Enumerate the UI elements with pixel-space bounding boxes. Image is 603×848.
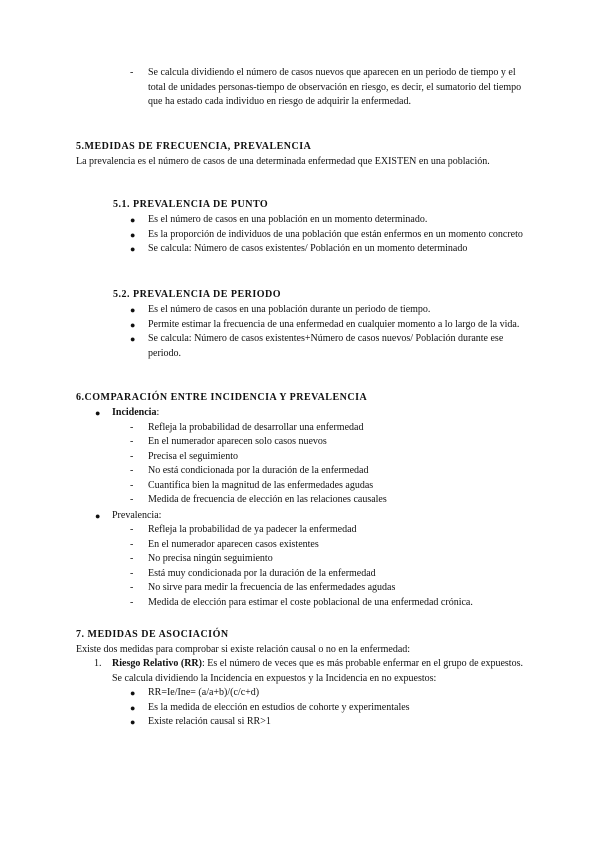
- list-item-text: En el numerador aparecen solo casos nuevos: [148, 436, 327, 447]
- section-5-1-heading: 5.1. PREVALENCIA DE PUNTO: [113, 199, 269, 210]
- list-item-text: En el numerador aparecen casos existentes: [148, 538, 319, 550]
- bullet-marker: ●: [95, 510, 101, 521]
- bullet-marker: ●: [130, 215, 136, 225]
- list-item: [130, 228, 530, 243]
- intro-list: [130, 66, 530, 110]
- dash-marker: -: [130, 67, 134, 78]
- colon: :: [156, 407, 160, 418]
- list-item: [130, 686, 530, 701]
- list-item-text: No está condicionada por la duración de la enfermedad: [148, 465, 369, 476]
- list-item: [130, 567, 535, 582]
- list-item-text: Se calcula: Número de casos existentes/ Población en un momento determinado: [148, 243, 468, 254]
- list-item: [130, 242, 530, 257]
- list-item-text: Es la proporción de individuos de una población que están enfermos en un momento concreto: [148, 228, 523, 240]
- bullet-marker: ●: [130, 319, 136, 330]
- list-item-text: No precisa ningún seguimiento: [148, 553, 273, 564]
- dash-marker: -: [130, 567, 134, 579]
- list-item: [130, 318, 530, 333]
- bullet-marker: ●: [130, 702, 136, 713]
- list-item-text: RR=Ie/Ine= (a/a+b)/(c/c+d): [148, 687, 260, 698]
- list-item: [130, 596, 535, 611]
- list-item: [95, 509, 535, 524]
- list-item-text: Existe relación causal si RR>1: [148, 716, 271, 727]
- list-item: [130, 421, 535, 436]
- list-item-text: Se calcula: Número de casos existentes+Número de casos nuevos/ Población durante ese periodo.: [148, 333, 504, 359]
- section-5-1-list: [130, 213, 530, 257]
- dash-marker: -: [130, 479, 134, 491]
- number-marker: 1.: [94, 658, 102, 669]
- dash-marker: -: [130, 436, 134, 447]
- list-item-text: Es el número de casos en una población durante un periodo de tiempo.: [148, 304, 431, 315]
- list-item: [130, 450, 535, 465]
- list-item: [130, 493, 535, 508]
- list-item-text: Refleja la probabilidad de ya padecer la enfermedad: [148, 524, 357, 535]
- list-item: [130, 552, 535, 567]
- rr-label: Riesgo Relativo (RR): [112, 658, 202, 669]
- list-item: [130, 523, 535, 538]
- list-item-text: Cuantifica bien la magnitud de las enfermedades agudas: [148, 479, 374, 491]
- incidencia-label: Incidencia: [112, 407, 157, 418]
- section-5-text: La prevalencia es el número de casos de una determinada enfermedad que EXISTEN en una población.: [76, 156, 490, 167]
- list-item-text: Medida de frecuencia de elección en las relaciones causales: [148, 494, 387, 505]
- list-item: [130, 332, 530, 361]
- section-5-heading: 5.MEDIDAS DE FRECUENCIA, PREVALENCIA: [76, 141, 312, 152]
- section-6-heading: 6.COMPARACIÓN ENTRE INCIDENCIA Y PREVALENCIA: [76, 392, 368, 403]
- section-5-2-heading: 5.2. PREVALENCIA DE PERIODO: [113, 289, 282, 300]
- list-item: [130, 538, 535, 553]
- section-5-2-list: [130, 303, 530, 361]
- list-item: [130, 464, 535, 479]
- list-item-text: No sirve para medir la frecuencia de las enfermedades agudas: [148, 582, 396, 593]
- list-item-text: Es el número de casos en una población en un momento determinado.: [148, 214, 428, 225]
- incidencia-list: [95, 421, 535, 508]
- list-item-text: Medida de elección para estimar el coste poblacional de una enfermedad crónica.: [148, 596, 473, 608]
- list-item: [94, 657, 530, 686]
- list-item-text: Es la medida de elección en estudios de cohorte y experimentales: [148, 701, 410, 713]
- section-7-heading: 7. MEDIDAS DE ASOCIACIÓN: [76, 629, 229, 640]
- dash-marker: -: [130, 553, 134, 564]
- list-item-text: Está muy condicionada por la duración de la enfermedad: [148, 567, 376, 579]
- bullet-marker: ●: [130, 334, 136, 344]
- rr-sublist: [94, 686, 530, 730]
- list-item: [130, 66, 530, 110]
- list-item: [95, 406, 535, 421]
- bullet-marker: ●: [130, 717, 136, 727]
- prevalencia-label: Prevalencia:: [112, 509, 162, 521]
- list-item: [130, 581, 535, 596]
- bullet-marker: ●: [130, 688, 136, 698]
- dash-marker: -: [130, 421, 134, 433]
- bullet-marker: ●: [95, 408, 101, 418]
- list-item: [130, 479, 535, 494]
- dash-marker: -: [130, 582, 134, 593]
- rr-text: : Es el número de veces que es más probable enfermar en el grupo de expuestos. Se calcula dividiendo la Incidencia en expuestos y la Incidencia en no expuestos:: [112, 658, 523, 684]
- list-item-text: Precisa el seguimiento: [148, 450, 238, 462]
- section-7-text: Existe dos medidas para comprobar si existe relación causal o no en la enfermedad:: [76, 644, 411, 655]
- dash-marker: -: [130, 596, 134, 608]
- dash-marker: -: [130, 450, 134, 462]
- association-list: [94, 657, 530, 730]
- dash-marker: -: [130, 538, 134, 550]
- list-item-text: Se calcula dividiendo el número de casos nuevos que aparecen en un periodo de tiempo y el total de unidades personas-tiempo de observación en riesgo, es decir, el sumatorio del tiempo que ha estado cada individuo en riesgo de adquirir la enfermedad.: [148, 67, 522, 107]
- list-item-text: Permite estimar la frecuencia de una enfermedad en cualquier momento a lo largo de la vida.: [148, 318, 520, 330]
- list-item: [130, 303, 530, 318]
- list-item: [130, 701, 530, 716]
- incidencia-block: [95, 406, 535, 610]
- list-item: [130, 715, 530, 730]
- list-item: [130, 213, 530, 228]
- prevalencia-list: [95, 523, 535, 610]
- bullet-marker: ●: [130, 244, 136, 254]
- bullet-marker: ●: [130, 229, 136, 240]
- dash-marker: -: [130, 494, 134, 505]
- dash-marker: -: [130, 465, 134, 476]
- list-item-text: Refleja la probabilidad de desarrollar una enfermedad: [148, 421, 364, 433]
- dash-marker: -: [130, 524, 134, 535]
- bullet-marker: ●: [130, 305, 136, 315]
- list-item: [130, 435, 535, 450]
